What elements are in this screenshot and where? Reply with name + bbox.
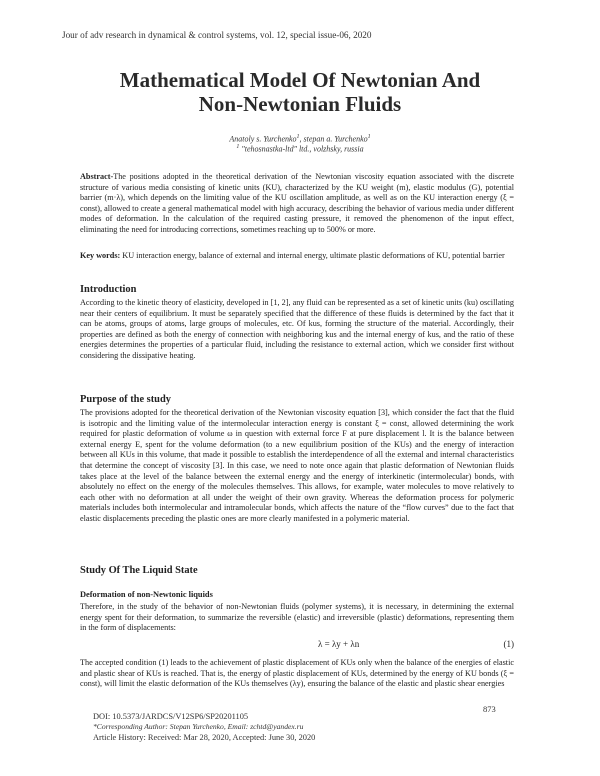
purpose-heading: Purpose of the study xyxy=(80,394,171,405)
affiliation-line xyxy=(0,142,600,155)
abstract-label: Abstract- xyxy=(80,172,114,181)
article-history: Article History: Received: Mar 28, 2020, Accepted: June 30, 2020 xyxy=(93,733,316,742)
affiliation: "tehosnastka-ltd" ltd., volzhsky, russia xyxy=(239,144,364,154)
corresponding-author: *Corresponding Author: Stepan Yurchenko, Email: zchtd@yandex.ru xyxy=(93,722,304,731)
deformation-subheading: Deformation of non-Newtonic liquids xyxy=(80,590,213,599)
author-1: Anatoly s. Yurchenko xyxy=(229,134,297,144)
author-2-sup: 1 xyxy=(367,134,371,140)
author-2: , stepan a. Yurchenko xyxy=(299,134,368,144)
study-heading: Study Of The Liquid State xyxy=(80,565,198,576)
equation-1 xyxy=(80,639,514,651)
doi: DOI: 10.5373/JARDCS/V12SP6/SP20201105 xyxy=(93,712,249,721)
title-line-2: Non-Newtonian Fluids xyxy=(198,92,402,116)
page-number: 873 xyxy=(483,704,496,714)
deformation-text: Therefore, in the study of the behavior of non-Newtonian fluids (polymer systems), it is necessary, in determining the external energy spent for their deformation, to summarize the reversible (elastic) and irreversible (plastic) deformations, representing them in the form of displacements: xyxy=(80,602,514,633)
journal-header: Jour of adv research in dynamical & control systems, vol. 12, special issue-06, 2020 xyxy=(62,30,372,40)
purpose-text: The provisions adopted for the theoretical derivation of the Newtonian viscosity equation [3], which consider the fact that the fluid is isotropic and the limiting value of the intermolecular interaction energy is constant ξ = const, allowed determining the work required for plastic deformation of volume ω in question with external force F at pure displacement l. It is the balance between external energy E, spent for the volume deformation (to a new equilibrium position of the KUs) and the energy of interaction between all KUs in this volume, that made it possible to establish the interdependence of all the external and internal characteristics that determine the concept of viscosity [3]. In this case, we need to note once again that plastic deformation of Newtonian fluids takes place at the level of the balance between the external energy and the energy of interkinetic (intermolecular) bonds, with absolutely no effect on the energy of the molecules themselves. This allows, for example, water molecules to move relatively to each other with no deformation at all under the weight of their own gravity. Whereas the deformation process for polymeric materials includes both intermolecular and intramolecular bonds, which affects the nature of the “flow curves” due to the fact that elastic displacements preceding the plastic ones are more clearly manifested in a polymeric material. xyxy=(80,408,514,523)
keywords-label: Key words: xyxy=(80,251,121,260)
equation-formula: λ = λy + λn xyxy=(318,639,360,649)
equation-number: (1) xyxy=(503,639,514,649)
introduction-text: According to the kinetic theory of elasticity, developed in [1, 2], any fluid can be represented as a set of kinetic units (ku) oscillating near their centers of equilibrium. It must be separately specified that the difference of these fluids is determined by the fact that it can be atoms, groups of atoms, large groups of molecules, etc. Of kus, forming the structure of the material. Accordingly, their properties are defined as both the energy of connection with neighboring kus and the internal energy of kus, and the ratio of these energies determines the properties of a particular fluid, including the resistance to external action, which we consider first without considering the dissipative heating. xyxy=(80,298,514,360)
introduction-heading: Introduction xyxy=(80,284,137,295)
paper-title xyxy=(0,68,600,116)
affiliation-sup: 1 xyxy=(236,144,240,150)
author-1-sup: 1 xyxy=(296,134,300,140)
keywords-text: KU interaction energy, balance of external and internal energy, ultimate plastic deformations of KU, potential barrier xyxy=(120,251,505,260)
title-line-1: Mathematical Model Of Newtonian And xyxy=(119,68,481,92)
abstract-text: The positions adopted in the theoretical derivation of the Newtonian viscosity equation associated with the discrete structure of various media consisting of kinetic units (KU), characterized by the KU weight (m), elastic modulus (G), potential barrier (m·λ), which depends on the limiting value of the KU oscillation amplitude, as well as on the KU interaction energy (ξ = const), allowed to create a general mathematical model with high accuracy, describing the behavior of various media under different modes of deformation. In the calculation of the required casting pressure, it removed the phenomenon of the input effect, eliminating the need for introducing corrections, sometimes reaching up to 500% or more. xyxy=(80,172,514,234)
condition-text: The accepted condition (1) leads to the achievement of plastic displacement of KUs only when the balance of the energies of elastic and plastic shear of KUs is reached. That is, the energy of plastic displacement of KUs, determined by the energy of KU bonds (ξ = const), will limit the elastic deformation of the KUs themselves (λy), ensuring the balance of the elastic and plastic shear energies xyxy=(80,658,514,689)
keywords xyxy=(80,251,514,262)
abstract xyxy=(80,172,514,236)
